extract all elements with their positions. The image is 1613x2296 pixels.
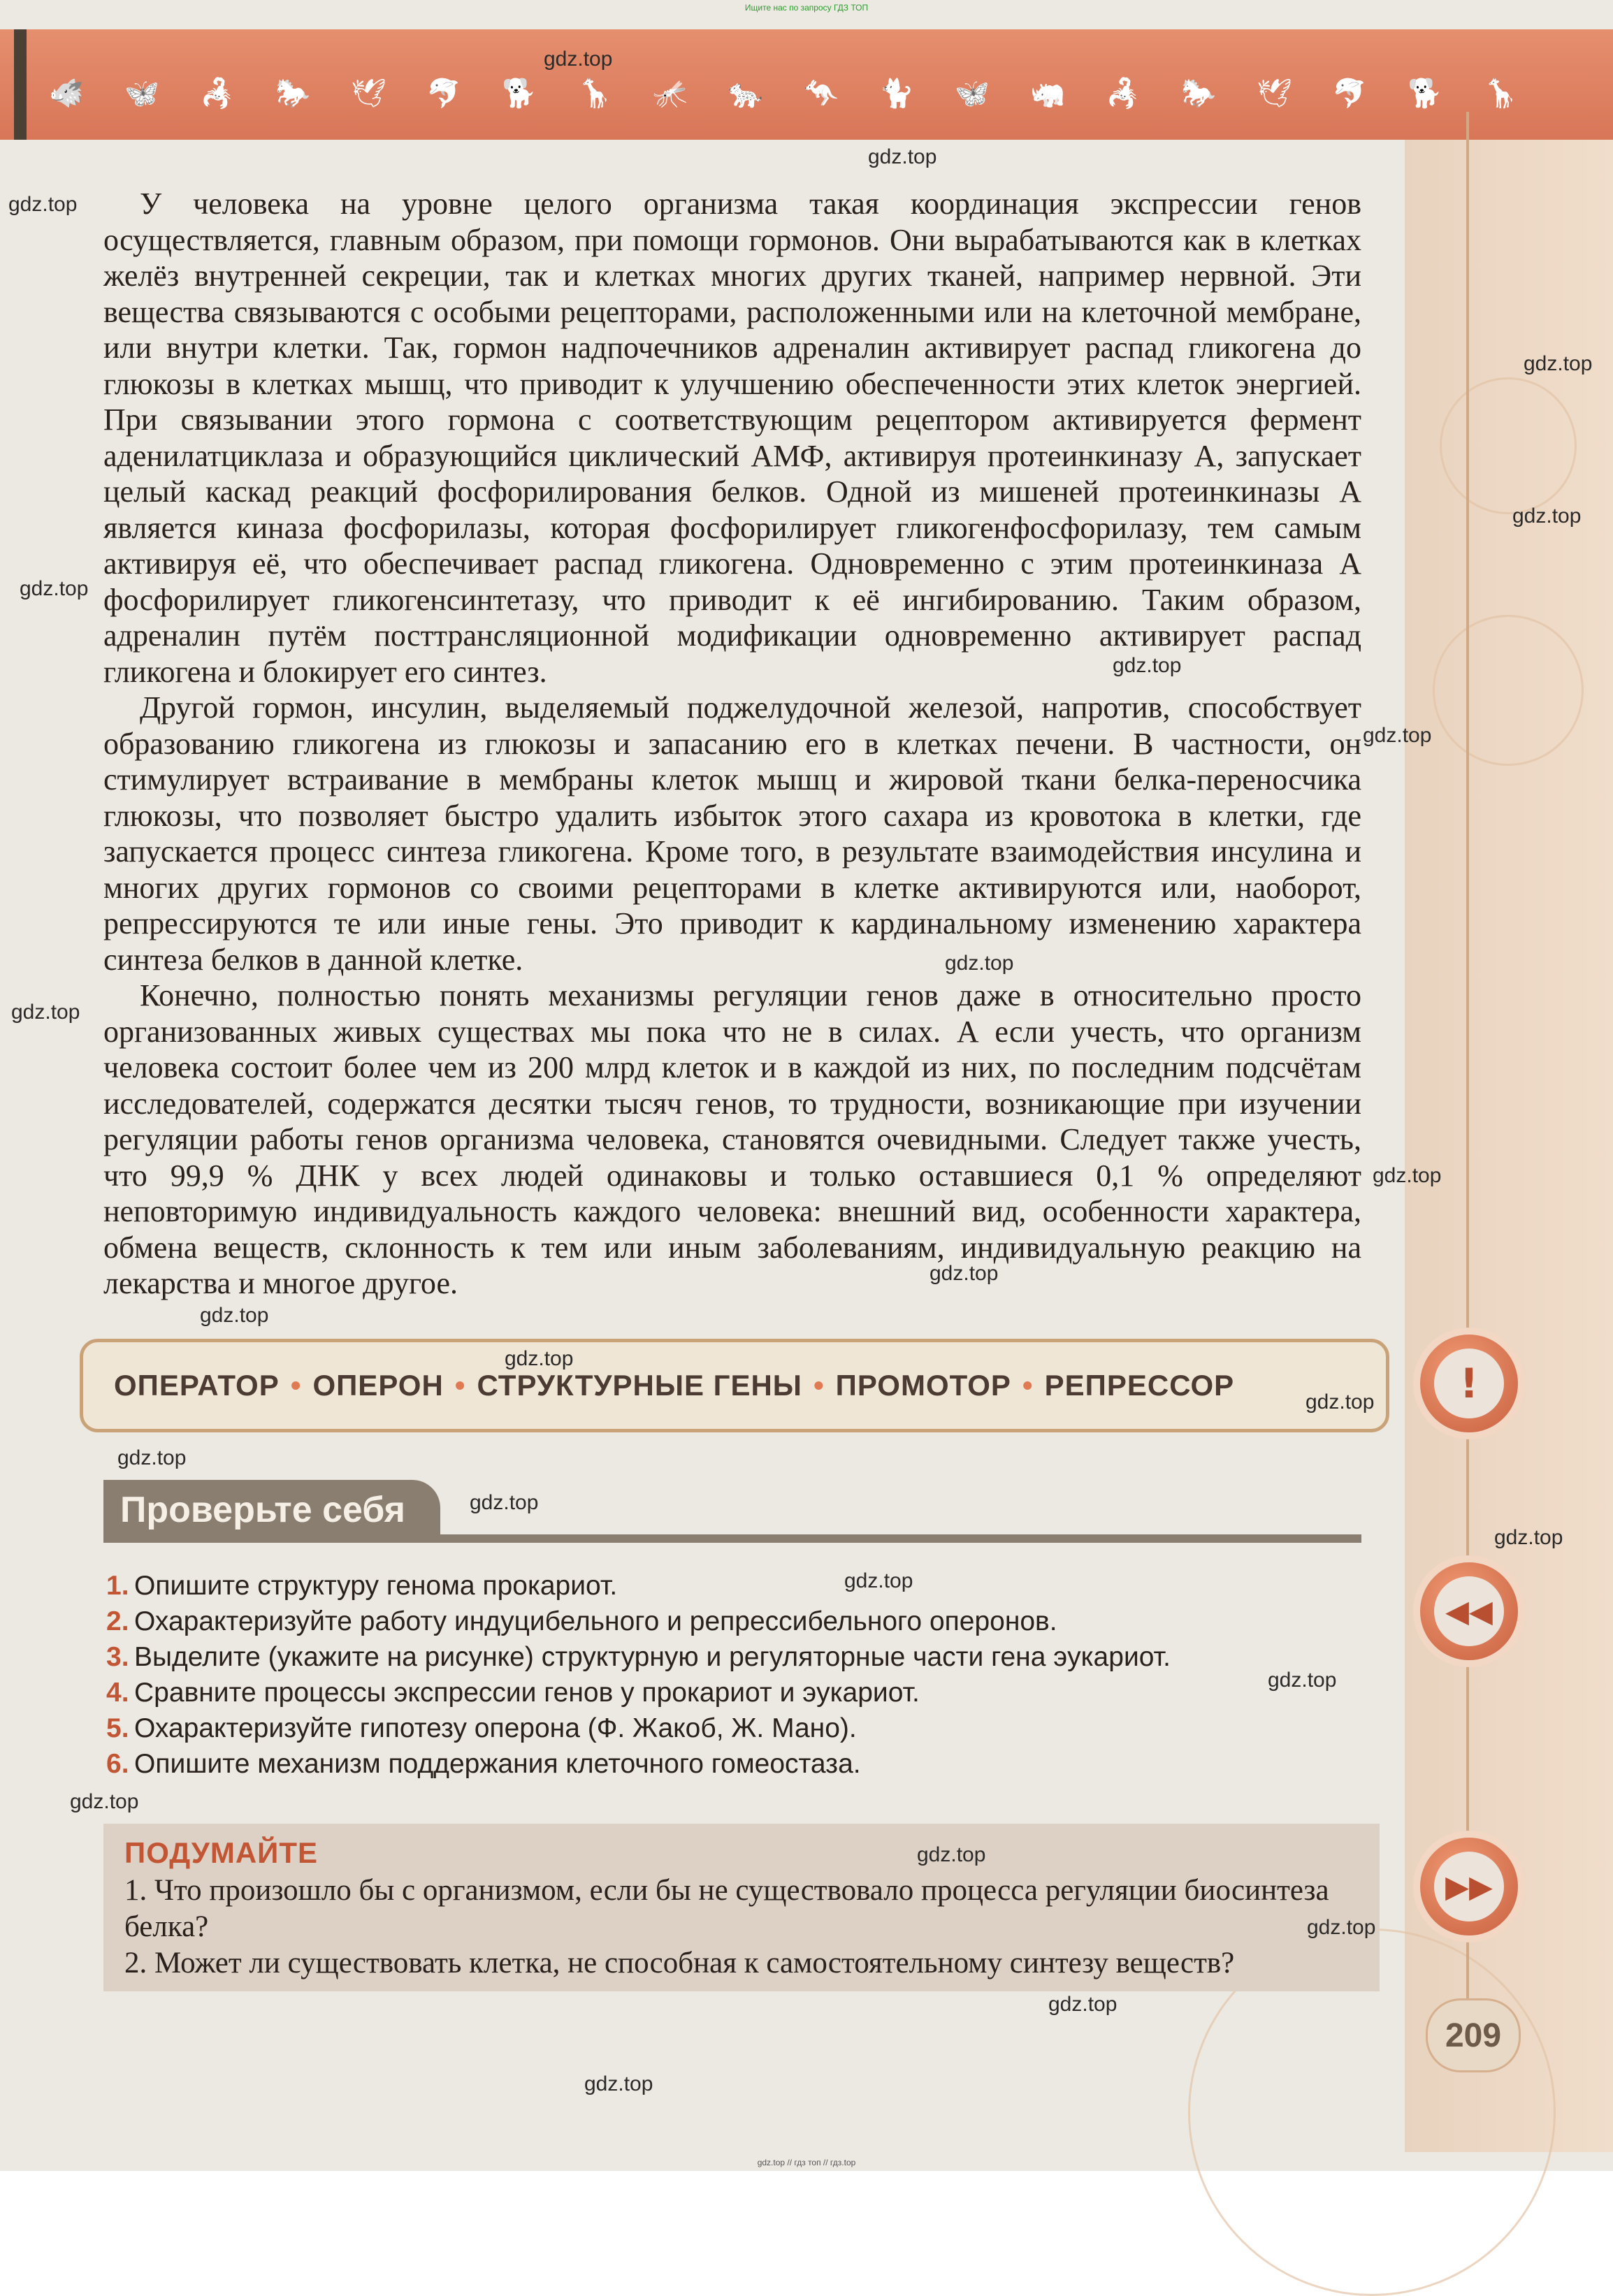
- item-text: Опишите структуру генома прокариот.: [134, 1571, 618, 1601]
- animal-icon: 🦋: [955, 78, 990, 110]
- item-number: 1.: [106, 1571, 129, 1601]
- watermark: gdz.top: [505, 1347, 574, 1370]
- watermark: gdz.top: [1373, 1164, 1442, 1187]
- watermark: gdz.top: [117, 1446, 187, 1469]
- animal-icon: 🐕: [502, 78, 537, 110]
- keyword: ОПЕРАТОР: [114, 1369, 280, 1402]
- list-item: [106, 1675, 1378, 1710]
- watermark: gdz.top: [1048, 1993, 1117, 2016]
- check-yourself-title: Проверьте себя: [103, 1480, 440, 1540]
- animal-icon: 🦒: [1483, 78, 1518, 110]
- bottom-note: gdz.top // гдз топ // гдз.top: [757, 2158, 856, 2167]
- forward-button[interactable]: [1413, 1831, 1525, 1942]
- animal-icon: 🦂: [200, 78, 235, 110]
- think-item: 1. Что произошло бы с организмом, если бы не существовало процесса регуляции биосинтеза белка?: [124, 1874, 1329, 1943]
- rewind-icon: ◀◀: [1434, 1576, 1504, 1646]
- check-yourself-list: [106, 1568, 1378, 1782]
- important-button[interactable]: [1413, 1328, 1525, 1439]
- animal-silhouettes: [49, 77, 1572, 119]
- watermark: gdz.top: [1307, 1916, 1376, 1939]
- side-decoration: [1440, 377, 1577, 514]
- watermark: gdz.top: [1512, 504, 1582, 528]
- watermark: gdz.top: [930, 1262, 999, 1285]
- header-edge: [14, 29, 27, 140]
- animal-icon: 🐎: [275, 78, 310, 110]
- paragraph: Другой гормон, инсулин, выделяемый поджелудочной железой, напротив, способствует образованию гликогена из глюкозы и запасанию его в клетках печени. В частности, он стимулирует встраивание в мембраны клеток мышц и жировой ткани белка-переносчика глюкозы, что позволяет быстро удалить избыток этого сахара из кровотока в клетки, где запускается процесс синтеза гликогена. Кроме того, в результате взаимодействия инсулина и многих других гормонов со своими рецепторами в клетке активируются или, наоборот, репрессируются те или иные гены. Это приводит к кардинальному изменению характера синтеза белков в данной клетке.: [103, 690, 1361, 977]
- watermark: gdz.top: [11, 1001, 80, 1024]
- watermark: gdz.top: [470, 1491, 539, 1514]
- watermark: gdz.top: [1113, 654, 1182, 677]
- watermark: gdz.top: [70, 1790, 139, 1813]
- animal-icon: 🐕: [1408, 78, 1442, 110]
- watermark: gdz.top: [1524, 352, 1593, 375]
- animal-icon: 🦋: [124, 78, 159, 110]
- animal-icon: 🦟: [653, 78, 688, 110]
- paragraph: Конечно, полностью понять механизмы регуляции генов даже в относительно просто организованных живых существах мы пока что не в силах. А если учесть, что организм человека состоит более чем из 200 млрд клеток и в каждой из них, по последним подсчётам исследователей, содержатся десятки тысяч генов, то трудности, возникающие при изучении регуляции работы генов организма человека, становятся очевидными. Следует также учесть, что 99,9 % ДНК у всех людей одинаковы и только оставшиеся 0,1 % определяют неповторимую индивидуальность каждого человека: внешний вид, особенности характера, обмена веществ, склонность к тем или иным заболеваниям, индивидуальную реакцию на лекарства и многое другое.: [103, 978, 1361, 1300]
- item-number: 3.: [106, 1642, 129, 1672]
- keyword: СТРУКТУРНЫЕ ГЕНЫ: [477, 1369, 802, 1402]
- animal-icon: 🦘: [804, 78, 839, 110]
- animal-icon: 🕊: [351, 78, 386, 110]
- keyword: ОПЕРОН: [312, 1369, 444, 1402]
- watermark: gdz.top: [1494, 1526, 1563, 1549]
- item-text: Выделите (укажите на рисунке) структурную и регуляторные части гена эукариот.: [134, 1642, 1171, 1672]
- animal-icon: 🐆: [728, 78, 763, 110]
- watermark: gdz.top: [1305, 1390, 1375, 1414]
- keyword-separator: •: [813, 1369, 825, 1402]
- watermark: gdz.top: [544, 48, 613, 71]
- watermark: gdz.top: [917, 1843, 986, 1866]
- list-item: [106, 1568, 1378, 1604]
- list-item: [106, 1746, 1378, 1782]
- check-yourself-header: [103, 1480, 1361, 1544]
- watermark: gdz.top: [945, 952, 1014, 975]
- item-number: 6.: [106, 1749, 129, 1779]
- item-text: Сравните процессы экспрессии генов у прокариот и эукариот.: [134, 1678, 920, 1708]
- item-number: 4.: [106, 1678, 129, 1708]
- animal-icon: 🐈: [879, 78, 914, 110]
- keyword-separator: •: [290, 1369, 302, 1402]
- keyword-separator: •: [454, 1369, 466, 1402]
- animal-icon: 🐬: [426, 78, 461, 110]
- animal-icon: 🦒: [577, 78, 612, 110]
- item-text: Опишите механизм поддержания клеточного гомеостаза.: [134, 1749, 861, 1779]
- animal-icon: 🐎: [1181, 78, 1216, 110]
- page-number: 209: [1426, 1998, 1521, 2072]
- think-item: 2. Может ли существовать клетка, не способная к самостоятельному синтезу веществ?: [124, 1947, 1235, 1979]
- side-line: [1466, 112, 1469, 2054]
- item-number: 5.: [106, 1713, 129, 1743]
- paragraph: У человека на уровне целого организма такая координация экспрессии генов осуществляется, главным образом, при помощи гормонов. Они вырабатываются как в клетках желёз внутренней секреции, так и клетках многих других тканей, например нервной. Эти вещества связываются с особыми рецепторами, расположенными или на клеточной мембране, или внутри клетки. Так, гормон надпочечников адреналин активирует распад гликогена до глюкозы в клетках мышц, что приводит к улучшению обеспеченности этих клеток энергией. При связывании этого гормона с соответствующим рецептором активируется фермент аденилатциклаза и образующийся циклический АМФ, активируя протеинкиназу А, запускает целый каскад реакций фосфорилирования белков. Одной из мишеней протеинкиназы А является киназа фосфорилазы, которая фосфорилирует гликогенфосфорилазу, тем самым активируя её, что обеспечивает распад гликогена. Одновременно с этим протеинкиназа А фосфорилирует гликогенсинтетазу, что приводит к её ингибированию. Таким образом, адреналин путём посттрансляционной модификации одновременно активирует распад гликогена и блокирует его синтез.: [103, 187, 1361, 689]
- animal-icon: 🦏: [1030, 78, 1065, 110]
- keywords-box: [80, 1339, 1389, 1432]
- side-decoration: [1433, 615, 1584, 766]
- item-text: Охарактеризуйте гипотезу оперона (Ф. Жакоб, Ж. Мано).: [134, 1713, 857, 1743]
- fast-forward-icon: ▶▶: [1434, 1852, 1504, 1921]
- keyword-separator: •: [1022, 1369, 1034, 1402]
- keyword: ПРОМОТОР: [835, 1369, 1011, 1402]
- main-text: [103, 186, 1361, 1302]
- list-item: [106, 1710, 1378, 1746]
- watermark: gdz.top: [200, 1304, 269, 1327]
- item-text: Охарактеризуйте работу индуцибельного и репрессибельного оперонов.: [134, 1606, 1057, 1636]
- animal-icon: 🐗: [49, 78, 84, 110]
- list-item: [106, 1639, 1378, 1675]
- watermark: gdz.top: [868, 145, 937, 168]
- watermark: gdz.top: [584, 2072, 653, 2095]
- think-title: ПОДУМАЙТЕ: [124, 1836, 319, 1869]
- watermark: gdz.top: [844, 1569, 913, 1592]
- list-item: [106, 1604, 1378, 1639]
- item-number: 2.: [106, 1606, 129, 1636]
- animal-icon: 🐬: [1332, 78, 1367, 110]
- exclamation-icon: !: [1434, 1349, 1504, 1418]
- back-button[interactable]: [1413, 1555, 1525, 1667]
- animal-icon: 🦂: [1106, 78, 1141, 110]
- watermark: gdz.top: [1363, 724, 1432, 747]
- animal-icon: 🕊: [1257, 78, 1292, 110]
- watermark: gdz.top: [8, 193, 78, 216]
- watermark: gdz.top: [1268, 1669, 1337, 1692]
- top-note: Ищите нас по запросу ГДЗ ТОП: [744, 3, 869, 13]
- watermark: gdz.top: [20, 577, 89, 600]
- keyword: РЕПРЕССОР: [1044, 1369, 1235, 1402]
- think-box: [103, 1824, 1380, 1991]
